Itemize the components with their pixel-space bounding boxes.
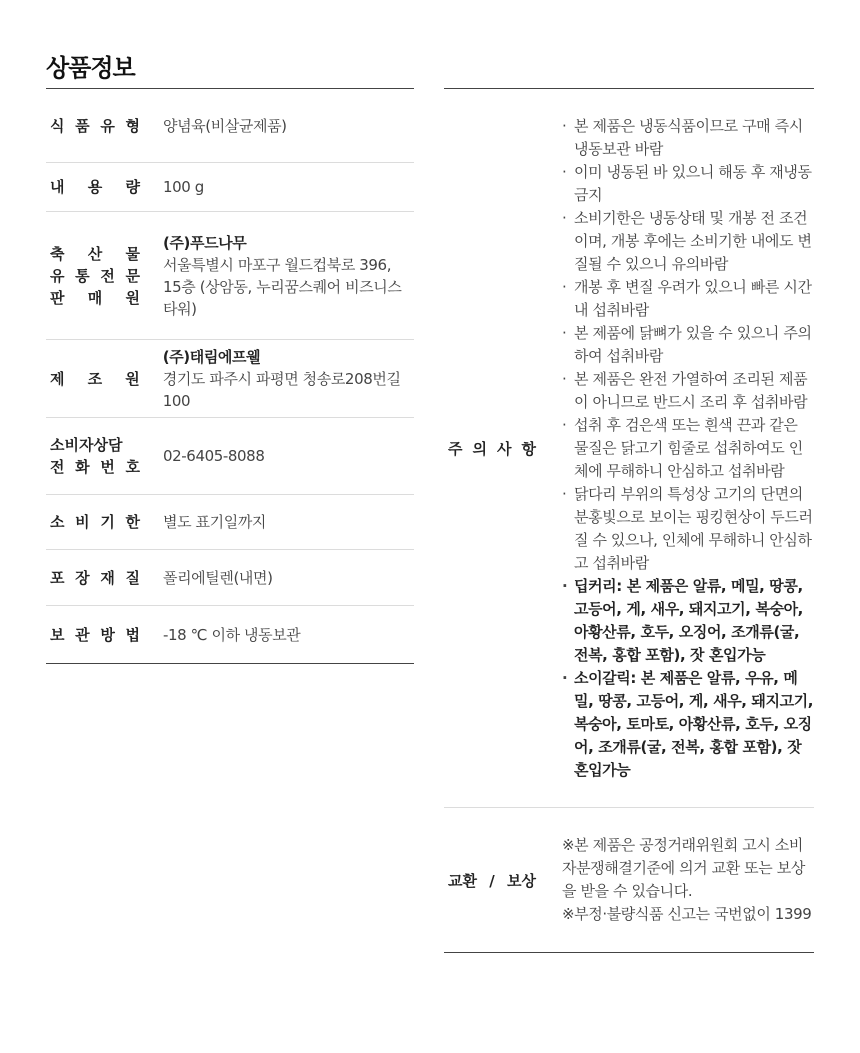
page-title: 상품정보 [46,54,135,82]
row-value: 폴리에틸렌(내면) [163,568,273,587]
exchange-line: ※부정·불량식품 신고는 국번없이 1399 [562,905,812,923]
row-value: 별도 표기일까지 [163,513,266,531]
caution-note: · 이미 냉동된 바 있으니 해동 후 재냉동 금지 [562,161,814,207]
allergen-note-soy-garlic: · 소이갈릭: 본 제품은 알류, 우유, 메밀, 땅콩, 고등어, 게, 새우, 돼지고기, 복숭아, 토마토, 아황산류, 호두, 오징어, 조개류(굴, 전복, 홍합 포함), 잣 혼입가능 [562,667,814,782]
row-value: (주)태림에프웰 경기도 파주시 파평면 청송로208번길 100 [162,347,401,410]
exchange-text [562,834,814,926]
caution-note: · 닭다리 부위의 특성상 고기의 단면의 분홍빛으로 보이는 핑킹현상이 두드러질 수 있으나, 인체에 무해하니 안심하고 섭취바람 [562,483,814,575]
caution-notes [562,115,814,782]
row-label: 내 용 량 [50,178,140,196]
caution-table [444,88,814,953]
caution-label: 주 의 사 항 [448,439,536,458]
row-value: 02-6405-8088 [163,447,265,465]
info-row-consumer-phone [46,418,414,495]
caution-row [444,89,814,808]
caution-note: · 본 제품에 닭뼈가 있을 수 있으니 주의하여 섭취바람 [562,322,814,368]
info-row-storage [46,606,414,663]
info-row-expiry [46,495,414,550]
caution-note: · 섭취 후 검은색 또는 흰색 끈과 같은 물질은 닭고기 힘줄로 섭취하여도 인체에 무해하니 안심하고 섭취바람 [562,414,814,483]
row-value: (주)푸드나무 서울특별시 마포구 월드컵북로 396, 15층 (상암동, 누리꿈스퀘어 비즈니스 타워) [163,233,402,318]
caution-note: · 소비기한은 냉동상태 및 개봉 전 조건이며, 개봉 후에는 소비기한 내에도 변질될 수 있으니 유의바람 [562,207,814,276]
info-row-manufacturer [46,340,414,418]
row-value: 100 g [163,178,204,196]
row-label: 축 산 물 유 통 전 문 판 매 원 [50,244,140,307]
row-label: 보 관 방 법 [50,625,140,644]
caution-note: · 본 제품은 완전 가열하여 조리된 제품이 아니므로 반드시 조리 후 섭취바람 [562,368,814,414]
exchange-row [444,808,814,952]
product-info-table [46,88,414,664]
caution-note: · 본 제품은 냉동식품이므로 구매 즉시 냉동보관 바람 [562,115,814,161]
allergen-note-deep-curry: · 딥커리: 본 제품은 알류, 메밀, 땅콩, 고등어, 게, 새우, 돼지고기, 복숭아, 아황산류, 호두, 오징어, 조개류(굴, 전복, 홍합 포함), 잣 혼입가능 [562,575,814,667]
info-row-volume [46,163,414,212]
row-value: 양념육(비살균제품) [163,116,287,135]
info-row-packaging [46,550,414,606]
info-row-food-type [46,89,414,163]
row-label: 식 품 유 형 [50,116,140,135]
row-label: 소 비 기 한 [50,513,140,531]
caution-note: · 개봉 후 변질 우려가 있으니 빠른 시간 내 섭취바람 [562,276,814,322]
exchange-label: 교환 / 보상 [448,871,536,890]
exchange-line: ※본 제품은 공정거래위원회 고시 소비자분쟁해결기준에 의거 교환 또는 보상을 받을 수 있습니다. [562,836,805,900]
row-value: -18 ℃ 이하 냉동보관 [163,625,301,644]
row-label: 소비자상담 전 화 번 호 [50,436,140,476]
row-label: 포 장 재 질 [50,568,140,587]
info-row-distributor [46,212,414,340]
row-label: 제 조 원 [50,369,140,388]
